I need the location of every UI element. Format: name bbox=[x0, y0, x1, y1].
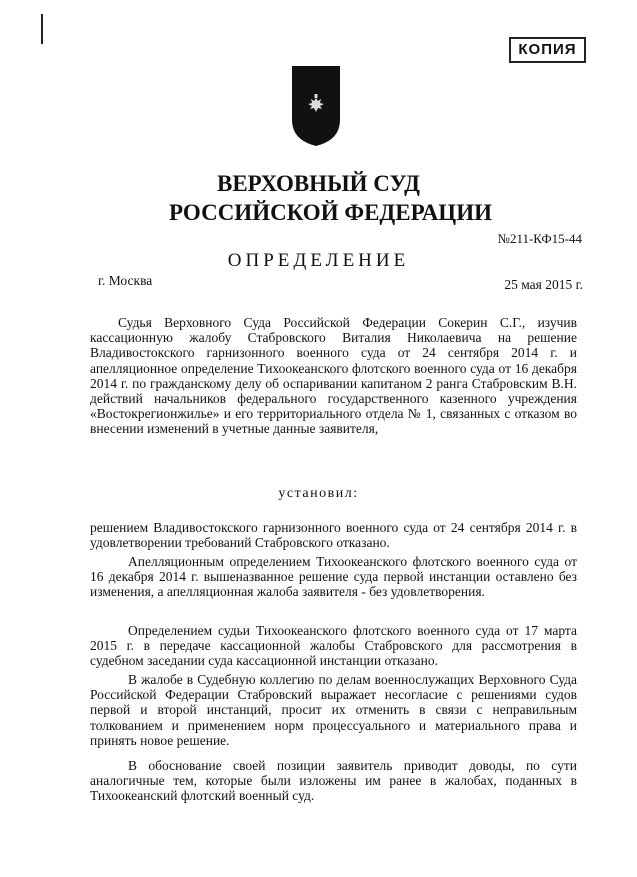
paragraph: В жалобе в Судебную коллегию по делам военнослужащих Верховного Суда Российской Федерации Стабровский выражает несогласие с решениями судов первой и второй инстанций, просит их отменить в связи с неправильным толкованием и применением норм процессуального и материального права и принять новое решение. bbox=[90, 672, 577, 748]
document-title: ОПРЕДЕЛЕНИЕ bbox=[227, 250, 410, 271]
paragraph: Апелляционным определением Тихоокеанского флотского военного суда от 16 декабря 2014 г. вышеназванное решение суда первой инстанции оставлено без изменения, а апелляционная жалоба заявителя - без удовлетворения. bbox=[90, 554, 577, 600]
city: г. Москва bbox=[98, 273, 153, 288]
case-number: №211-КФ15-44 bbox=[497, 231, 582, 246]
court-name-line-2: РОССИЙСКОЙ ФЕДЕРАЦИИ bbox=[169, 200, 492, 225]
copy-stamp: КОПИЯ bbox=[509, 37, 586, 63]
paragraph: Определением судьи Тихоокеанского флотского военного суда от 17 марта 2015 г. в передаче кассационной жалобы Стабровского для рассмотрения в судебном заседании суда кассационной инстанции отказано. bbox=[90, 623, 577, 669]
paragraph: решением Владивостокского гарнизонного военного суда от 24 сентября 2014 г. в удовлетворении требований Стабровского отказано. bbox=[90, 520, 577, 551]
document-date: 25 мая 2015 г. bbox=[504, 277, 583, 292]
intro-paragraph: Судья Верховного Суда Российской Федерации Сокерин С.Г., изучив кассационную жалобу Стабровского Виталия Николаевича на решение Владивостокского гарнизонного военного суда от 24 сентября 2014 г. и апелляционное определение Тихоокеанского флотского военного суда от 16 декабря 2014 г. по гражданскому делу об оспаривании капитаном 2 ранга Стабровским В.Н. действий начальников федерального государственного казенного учреждения «Востокрегионжилье» и его территориального отдела № 1, связанных с отказом во внесении изменений в учетные данные заявителя, bbox=[90, 315, 577, 437]
section-heading: установил: bbox=[278, 486, 359, 501]
scan-margin-mark bbox=[41, 14, 43, 44]
paragraph: В обоснование своей позиции заявитель приводит доводы, по сути аналогичные тем, которые были изложены им ранее в жалобах, поданных в Тихоокеанский флотский военный суд. bbox=[90, 758, 577, 804]
coat-of-arms-emblem-icon bbox=[290, 64, 342, 148]
court-name-line-1: ВЕРХОВНЫЙ СУД bbox=[217, 171, 420, 196]
